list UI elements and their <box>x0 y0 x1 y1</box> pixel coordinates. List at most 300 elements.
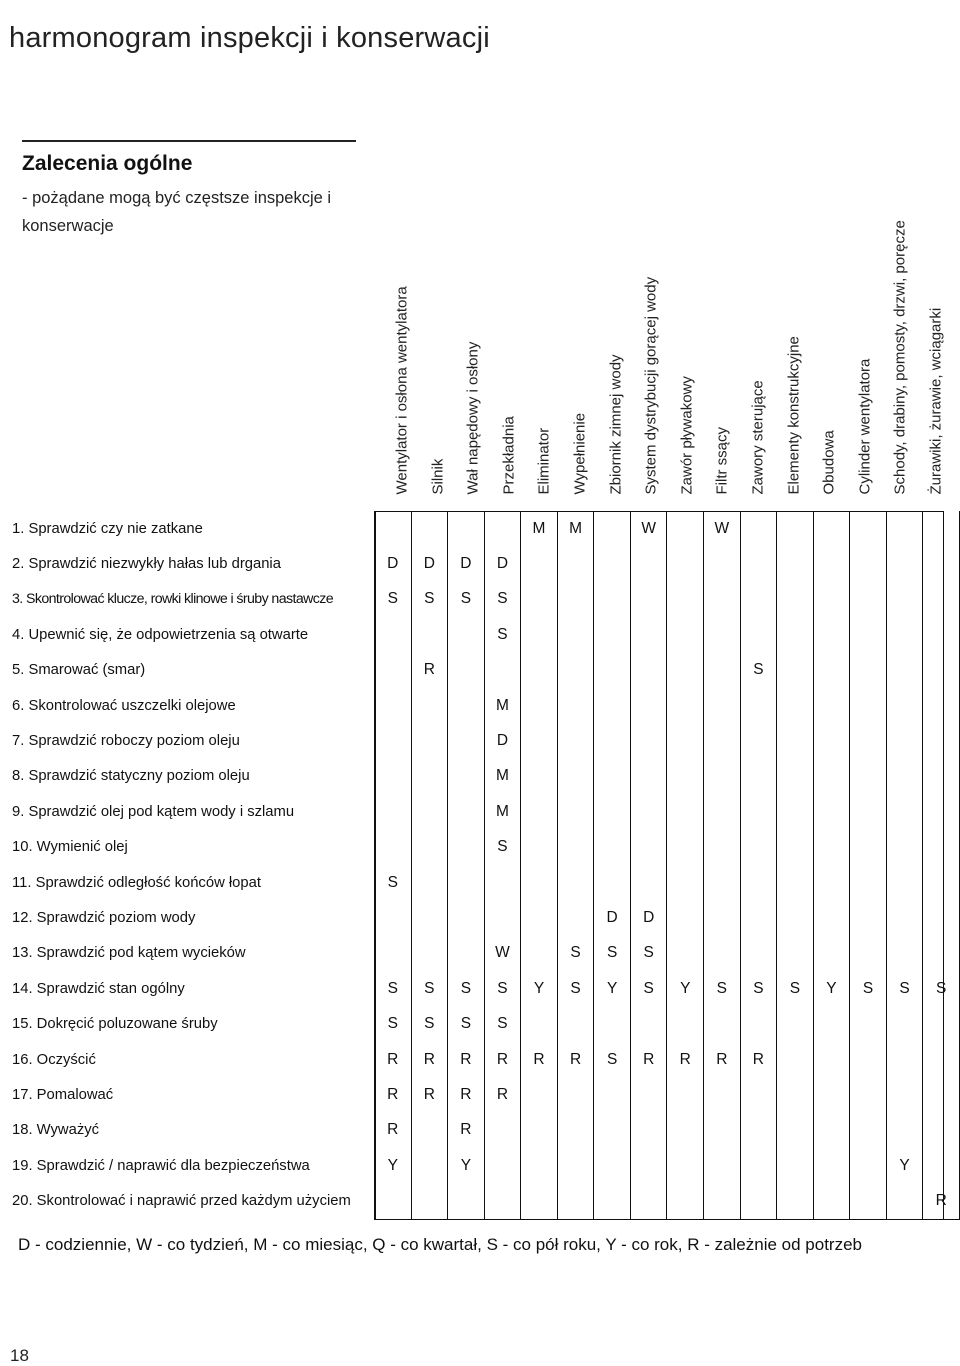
schedule-cell <box>740 617 777 652</box>
schedule-cell: S <box>557 936 594 971</box>
schedule-cell <box>740 582 777 617</box>
schedule-cell: S <box>740 971 777 1006</box>
schedule-cell <box>923 1042 960 1077</box>
task-label: 16. Oczyścić <box>12 1051 96 1068</box>
schedule-cell: S <box>594 936 631 971</box>
schedule-cell <box>374 617 411 652</box>
schedule-cell <box>740 794 777 829</box>
schedule-cell <box>886 653 923 688</box>
schedule-cell <box>448 900 485 935</box>
schedule-cell: S <box>704 971 741 1006</box>
schedule-cell <box>777 1113 814 1148</box>
schedule-cell <box>923 1113 960 1148</box>
schedule-cell <box>886 1042 923 1077</box>
schedule-cell: R <box>557 1042 594 1077</box>
column-header <box>375 103 411 503</box>
schedule-cell: R <box>667 1042 704 1077</box>
schedule-cell <box>850 1113 887 1148</box>
schedule-cell <box>667 511 704 546</box>
schedule-cell <box>374 830 411 865</box>
task-label: 13. Sprawdzić pod kątem wycieków <box>12 945 246 962</box>
schedule-cell <box>484 653 521 688</box>
schedule-cell <box>521 546 558 581</box>
schedule-cell <box>630 582 667 617</box>
column-header-label: Zbiornik zimnej wody <box>607 354 625 495</box>
schedule-cell <box>813 1006 850 1041</box>
schedule-cell <box>886 865 923 900</box>
column-header-label: Cylinder wentylatora <box>856 358 874 495</box>
column-header <box>411 103 447 503</box>
schedule-cell <box>813 936 850 971</box>
schedule-cell <box>777 582 814 617</box>
schedule-cell <box>740 723 777 758</box>
schedule-cell <box>557 653 594 688</box>
schedule-cell <box>850 723 887 758</box>
schedule-cell <box>813 759 850 794</box>
schedule-cell <box>557 1077 594 1112</box>
table-row <box>8 1042 960 1077</box>
schedule-cell <box>923 511 960 546</box>
table-row <box>8 830 960 865</box>
schedule-cell <box>594 617 631 652</box>
schedule-cell <box>667 865 704 900</box>
schedule-cell <box>521 723 558 758</box>
schedule-cell <box>777 1042 814 1077</box>
schedule-cell <box>704 688 741 723</box>
schedule-cell <box>740 936 777 971</box>
schedule-cell <box>667 1077 704 1112</box>
schedule-cell <box>411 1183 448 1219</box>
schedule-cell <box>886 1077 923 1112</box>
schedule-cell <box>630 1183 667 1219</box>
schedule-cell <box>850 1006 887 1041</box>
schedule-cell: R <box>411 653 448 688</box>
schedule-cell <box>850 830 887 865</box>
schedule-cell <box>411 865 448 900</box>
schedule-cell <box>521 900 558 935</box>
task-label: 14. Sprawdzić stan ogólny <box>12 980 185 997</box>
table-row <box>8 582 960 617</box>
schedule-cell <box>886 900 923 935</box>
page-number: 18 <box>10 1346 29 1365</box>
column-header <box>909 103 945 503</box>
schedule-cell <box>557 1113 594 1148</box>
schedule-cell <box>448 830 485 865</box>
schedule-cell <box>521 1113 558 1148</box>
schedule-cell <box>521 1183 558 1219</box>
column-header <box>838 103 874 503</box>
schedule-cell <box>923 794 960 829</box>
schedule-cell <box>448 653 485 688</box>
schedule-cell <box>923 900 960 935</box>
schedule-cell <box>813 723 850 758</box>
schedule-cell <box>704 723 741 758</box>
schedule-cell <box>630 1113 667 1148</box>
schedule-cell <box>923 546 960 581</box>
task-label: 3. Skontrolować klucze, rowki klinowe i śruby nastawcze <box>12 591 334 608</box>
schedule-cell: D <box>374 546 411 581</box>
schedule-cell <box>411 759 448 794</box>
schedule-cell <box>740 759 777 794</box>
schedule-cell <box>777 511 814 546</box>
task-label: 6. Skontrolować uszczelki olejowe <box>12 697 236 714</box>
schedule-cell: R <box>630 1042 667 1077</box>
schedule-cell <box>411 617 448 652</box>
schedule-cell <box>740 688 777 723</box>
schedule-cell <box>630 1077 667 1112</box>
schedule-cell <box>667 759 704 794</box>
schedule-cell <box>521 582 558 617</box>
column-header-label: Wał napędowy i osłony <box>464 341 482 495</box>
table-row <box>8 865 960 900</box>
schedule-cell: S <box>411 971 448 1006</box>
schedule-cell <box>484 1148 521 1183</box>
schedule-cell <box>521 653 558 688</box>
schedule-cell <box>557 723 594 758</box>
schedule-cell <box>630 546 667 581</box>
schedule-cell <box>850 688 887 723</box>
schedule-cell <box>777 759 814 794</box>
schedule-cell <box>813 900 850 935</box>
schedule-cell <box>704 794 741 829</box>
schedule-cell <box>594 511 631 546</box>
schedule-cell <box>923 1148 960 1183</box>
schedule-cell: Y <box>886 1148 923 1183</box>
table-row <box>8 688 960 723</box>
schedule-cell: S <box>374 582 411 617</box>
schedule-cell <box>923 617 960 652</box>
schedule-cell <box>667 688 704 723</box>
schedule-cell: S <box>411 1006 448 1041</box>
schedule-cell: D <box>484 546 521 581</box>
schedule-cell <box>667 794 704 829</box>
schedule-cell <box>594 1183 631 1219</box>
schedule-cell <box>850 1077 887 1112</box>
schedule-cell <box>704 653 741 688</box>
schedule-cell <box>630 759 667 794</box>
schedule-cell: R <box>374 1077 411 1112</box>
schedule-cell <box>923 723 960 758</box>
schedule-cell: S <box>411 582 448 617</box>
schedule-cell: D <box>448 546 485 581</box>
schedule-cell <box>594 582 631 617</box>
schedule-cell <box>521 1006 558 1041</box>
schedule-cell <box>521 617 558 652</box>
table-row <box>8 1183 960 1219</box>
schedule-cell <box>521 794 558 829</box>
schedule-cell: M <box>557 511 594 546</box>
schedule-cell <box>777 653 814 688</box>
schedule-cell <box>630 653 667 688</box>
schedule-cell <box>484 1183 521 1219</box>
schedule-cell <box>813 1113 850 1148</box>
schedule-cell <box>448 511 485 546</box>
schedule-cell <box>667 653 704 688</box>
column-header <box>873 103 909 503</box>
schedule-cell: S <box>448 582 485 617</box>
schedule-cell <box>557 582 594 617</box>
schedule-cell <box>448 1183 485 1219</box>
schedule-cell: S <box>777 971 814 1006</box>
schedule-cell <box>813 511 850 546</box>
schedule-cell <box>850 1148 887 1183</box>
task-label: 17. Pomalować <box>12 1086 114 1103</box>
schedule-cell: D <box>594 900 631 935</box>
schedule-cell <box>374 1183 411 1219</box>
schedule-cell <box>704 759 741 794</box>
schedule-cell: S <box>484 971 521 1006</box>
schedule-cell <box>740 546 777 581</box>
schedule-cell <box>557 617 594 652</box>
schedule-cell <box>484 511 521 546</box>
schedule-cell <box>704 865 741 900</box>
schedule-cell <box>594 653 631 688</box>
schedule-cell <box>777 1006 814 1041</box>
schedule-cell <box>630 1148 667 1183</box>
schedule-cell: M <box>484 759 521 794</box>
schedule-cell: Y <box>594 971 631 1006</box>
schedule-cell <box>886 688 923 723</box>
schedule-cell <box>740 1183 777 1219</box>
schedule-cell <box>374 794 411 829</box>
schedule-cell <box>448 794 485 829</box>
schedule-cell <box>777 1183 814 1219</box>
task-label: 11. Sprawdzić odległość końców łopat <box>12 874 261 891</box>
schedule-cell <box>740 1006 777 1041</box>
schedule-cell <box>594 794 631 829</box>
schedule-cell <box>667 617 704 652</box>
legend: D - codziennie, W - co tydzień, M - co miesiąc, Q - co kwartał, S - co pół roku, Y - co rok, R - zależnie od potrzeb <box>18 1235 863 1254</box>
column-header-label: Żurawiki, żurawie, wciągarki <box>927 307 945 495</box>
schedule-cell <box>411 1148 448 1183</box>
schedule-cell <box>740 900 777 935</box>
schedule-cell <box>777 1148 814 1183</box>
schedule-cell: R <box>521 1042 558 1077</box>
column-header-label: Filtr ssący <box>713 427 731 495</box>
schedule-cell <box>630 1006 667 1041</box>
schedule-cell <box>850 617 887 652</box>
schedule-cell <box>740 1113 777 1148</box>
schedule-cell <box>484 1113 521 1148</box>
schedule-cell <box>411 830 448 865</box>
schedule-cell <box>667 546 704 581</box>
schedule-cell <box>813 830 850 865</box>
schedule-cell <box>740 865 777 900</box>
schedule-cell <box>813 582 850 617</box>
schedule-cell <box>886 759 923 794</box>
schedule-cell <box>777 936 814 971</box>
schedule-cell <box>777 794 814 829</box>
column-header-label: Schody, drabiny, pomosty, drzwi, poręcze <box>891 220 909 495</box>
task-label: 10. Wymienić olej <box>12 839 128 856</box>
schedule-cell <box>923 688 960 723</box>
schedule-cell <box>594 865 631 900</box>
schedule-cell <box>374 936 411 971</box>
schedule-cell <box>850 653 887 688</box>
schedule-cell: S <box>557 971 594 1006</box>
schedule-cell <box>777 830 814 865</box>
schedule-cell <box>521 936 558 971</box>
column-header <box>660 103 696 503</box>
schedule-cell <box>704 546 741 581</box>
schedule-cell <box>448 759 485 794</box>
schedule-cell <box>777 723 814 758</box>
schedule-cell <box>704 900 741 935</box>
schedule-cell <box>521 759 558 794</box>
schedule-cell <box>740 1077 777 1112</box>
schedule-cell: S <box>923 971 960 1006</box>
column-header <box>446 103 482 503</box>
schedule-cell <box>813 617 850 652</box>
schedule-cell <box>850 794 887 829</box>
schedule-cell <box>667 830 704 865</box>
schedule-cell: R <box>374 1113 411 1148</box>
schedule-cell: W <box>704 511 741 546</box>
column-header <box>624 103 660 503</box>
schedule-cell <box>850 511 887 546</box>
schedule-cell <box>448 865 485 900</box>
column-header-label: Obudowa <box>820 430 838 495</box>
schedule-cell <box>923 865 960 900</box>
schedule-cell <box>557 900 594 935</box>
column-header-label: Wentylator i osłona wentylatora <box>393 286 411 495</box>
column-header <box>553 103 589 503</box>
schedule-cell <box>411 511 448 546</box>
schedule-cell <box>886 1113 923 1148</box>
page-title: harmonogram inspekcji i konserwacji <box>9 22 490 54</box>
column-header-label: Zawory sterujące <box>749 380 767 495</box>
schedule-cell <box>411 900 448 935</box>
column-header <box>695 103 731 503</box>
schedule-cell <box>850 546 887 581</box>
schedule-cell <box>374 511 411 546</box>
schedule-cell: S <box>594 1042 631 1077</box>
schedule-cell: W <box>630 511 667 546</box>
table-row <box>8 1148 960 1183</box>
schedule-cell <box>850 1183 887 1219</box>
column-header <box>731 103 767 503</box>
schedule-cell: R <box>484 1042 521 1077</box>
schedule-cell <box>374 688 411 723</box>
task-label: 9. Sprawdzić olej pod kątem wody i szlamu <box>12 803 295 820</box>
table-row <box>8 1113 960 1148</box>
schedule-cell <box>448 936 485 971</box>
schedule-cell: D <box>411 546 448 581</box>
schedule-cell: S <box>448 971 485 1006</box>
schedule-cell <box>777 1077 814 1112</box>
schedule-cell <box>667 723 704 758</box>
schedule-cell: D <box>630 900 667 935</box>
schedule-cell <box>886 723 923 758</box>
schedule-cell <box>886 511 923 546</box>
schedule-cell <box>923 582 960 617</box>
schedule-cell: S <box>374 865 411 900</box>
schedule-cell <box>630 865 667 900</box>
schedule-cell <box>777 617 814 652</box>
schedule-cell <box>886 794 923 829</box>
schedule-cell <box>484 900 521 935</box>
schedule-cell <box>594 1077 631 1112</box>
table-row <box>8 794 960 829</box>
schedule-cell <box>886 617 923 652</box>
schedule-cell <box>557 1006 594 1041</box>
schedule-cell <box>704 1148 741 1183</box>
schedule-cell <box>813 794 850 829</box>
schedule-cell <box>630 617 667 652</box>
task-label: 19. Sprawdzić / naprawić dla bezpieczeństwa <box>12 1157 310 1174</box>
column-header <box>589 103 625 503</box>
column-header-label: Silnik <box>429 458 447 495</box>
schedule-cell <box>521 865 558 900</box>
schedule-cell <box>667 1113 704 1148</box>
schedule-cell: Y <box>813 971 850 1006</box>
schedule-cell <box>667 1183 704 1219</box>
schedule-cell <box>704 1006 741 1041</box>
schedule-cell <box>740 830 777 865</box>
schedule-cell <box>923 936 960 971</box>
schedule-cell <box>667 936 704 971</box>
schedule-cell <box>777 900 814 935</box>
schedule-cell <box>374 653 411 688</box>
schedule-cell <box>923 653 960 688</box>
schedule-cell: R <box>484 1077 521 1112</box>
schedule-cell: S <box>374 1006 411 1041</box>
schedule-cell <box>704 1183 741 1219</box>
schedule-cell <box>667 582 704 617</box>
schedule-cell <box>557 759 594 794</box>
schedule-cell: S <box>484 1006 521 1041</box>
schedule-cell <box>594 723 631 758</box>
schedule-cell <box>557 688 594 723</box>
schedule-cell <box>557 794 594 829</box>
schedule-cell: R <box>704 1042 741 1077</box>
schedule-cell <box>521 1077 558 1112</box>
schedule-cell <box>813 546 850 581</box>
column-header-label: System dystrybucji gorącej wody <box>642 276 660 495</box>
schedule-cell <box>850 865 887 900</box>
table-row <box>8 723 960 758</box>
schedule-cell <box>923 830 960 865</box>
schedule-cell: M <box>521 511 558 546</box>
schedule-cell <box>886 1183 923 1219</box>
schedule-cell: M <box>484 794 521 829</box>
schedule-cell <box>557 865 594 900</box>
column-header <box>802 103 838 503</box>
schedule-cell <box>777 688 814 723</box>
schedule-cell <box>777 546 814 581</box>
schedule-cell <box>411 794 448 829</box>
schedule-cell: S <box>850 971 887 1006</box>
schedule-cell <box>813 865 850 900</box>
schedule-cell <box>594 1148 631 1183</box>
task-label: 15. Dokręcić poluzowane śruby <box>12 1016 218 1033</box>
general-recommendations-text: - pożądane mogą być częstsze inspekcje i konserwacje <box>22 189 332 235</box>
schedule-cell: Y <box>374 1148 411 1183</box>
schedule-cell <box>484 865 521 900</box>
schedule-cell <box>850 759 887 794</box>
table-row <box>8 617 960 652</box>
table-row <box>8 511 960 546</box>
schedule-cell <box>630 794 667 829</box>
schedule-cell <box>813 1042 850 1077</box>
schedule-cell <box>448 723 485 758</box>
task-label: 1. Sprawdzić czy nie zatkane <box>12 520 203 537</box>
schedule-cell <box>521 830 558 865</box>
schedule-cell <box>374 723 411 758</box>
schedule-cell <box>521 1148 558 1183</box>
schedule-cell: R <box>923 1183 960 1219</box>
title-divider <box>22 140 356 142</box>
